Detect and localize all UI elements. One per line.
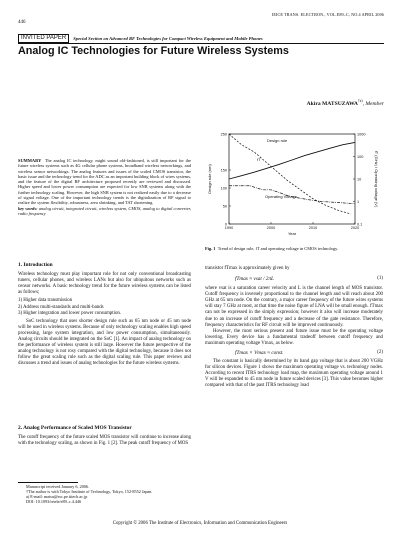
section-2-p1: The cutoff frequency of the future scaled MOS transistor will continue to increase along with the technology scaling, as shown in Fig. 1 [2]. The peak cutoff frequency of MOS: [18, 435, 191, 447]
equation-1: [205, 272, 383, 286]
right-p4: The constant is basically determined by its band gap voltage that is about 200 VGHz for silicon devices. Figure 1 shows the maximum operating voltage vs. technology nodes. According to recent ITRS technology load map, the maximum operating voltage around 1 V will be expanded to 45 nm node in future scaled devices [3]. This value becomes higher compared with that of the past ITRS technology load: [205, 359, 383, 389]
x-axis-label: Year: [287, 231, 297, 236]
y-right-tick-label: 0.1: [357, 222, 363, 227]
right-p2: where vsat is a saturation career velocity and L is the channel length of MOS transistor. Cutoff frequency is inversely proportional to the channel length and will reach about 200 GHz at 65 nm node. On the contrary, a major career frequency of the future wires systems will stay 7 GHz at most, at that time the noise figure of LNA will be small enough. fTmax can not be expressed in the simply expression; however it also will increase moderately due to an increase of cutoff frequency and a decrease of the gate resistance. Therefore, frequency characteristics for RF circuit will be improved continuously.: [205, 286, 383, 328]
list-item: 2) Address multi-standards and multi-bands: [18, 304, 104, 310]
y-left-tick-label: 50: [222, 204, 227, 209]
y-left-axis-label: Design rule (nm): [207, 164, 212, 194]
section-1: [18, 262, 191, 368]
summary-text: The analog IC technology, might sound old-fashioned, is still important for the future wireless systems such as 4G cellular phone systems, broadband wireless networkings, and wireless sensor networkings. The analog features and issues of the scaled CMOS transistor, the basic issue and the technology trend for the ADC as an important building block of wires systems, and the feature of the digital RF architecture proposed recently are reviewed and discussed. Higher speed and lower power consumption are expected for low SNR systems along with the further technology scaling. However, the high SNR system is not realized easily due to a decrease of signal voltage. One of the important technology trends is the digitalization of RF signal to realize the system flexibility, robustness, area shrinking, and TAT shortening.: [18, 158, 191, 206]
author-line: Akira MATSUZAWA$^{\dagger a)}$, Member: [306, 99, 384, 107]
section-1-p2: SoC technology that uses shorter design rule such as 65 nm node or 45 nm node will be used in wireless systems. Because of only technology scaling enables high speed processing, large system integration, and low power consumption, simultaneously. Analog circuits should be integrated on the SoC [1]. An impact of analog technology on the performance of wireless system is still large. However the future perspective of the analog technology is not rosy compared with the digital technology, because it does not follow the great scaling rule such as the digital scaling rule. This paper reviews and discusses a trend and issues of analog technologies for the future wireless systems.: [18, 318, 191, 367]
equation-1-body: fTmax ≈ vsat / 2πL: [235, 276, 274, 283]
y-right-tick-label: 1: [357, 199, 360, 204]
running-header: IEICE TRANS. ELECTRON., VOL.E89–C, NO.4 APRIL 2006: [271, 12, 384, 17]
category-rule: [18, 43, 384, 44]
footnote-email: a) E-mail: matsu@ssc.pe.titech.ac.jp: [26, 494, 88, 499]
annotation-ft: fT: [257, 157, 261, 162]
y-left-tick-label: 100: [220, 186, 227, 191]
category-label: INVITED PAPER: [18, 34, 69, 43]
annotation-operating-voltage: Operating Voltage: [265, 194, 298, 199]
footnote-manuscript: Manuscript received January 6, 2006.: [26, 484, 90, 489]
equation-2-number: (2): [377, 350, 383, 356]
equation-2-body: fTmax × Vmax ≈ const.: [235, 350, 284, 357]
summary-block: [18, 158, 191, 216]
x-tick-label: 1990: [224, 226, 234, 230]
section-2-heading: 2. Analog Performance of Scaled MOS Transistor: [18, 425, 132, 431]
summary-label: SUMMARY: [18, 158, 42, 163]
y-left-tick-label: 250: [220, 132, 227, 137]
plot-frame: [229, 134, 355, 224]
author-affil: †a): [357, 99, 363, 103]
ft-line: [229, 142, 355, 179]
equation-2: [205, 347, 383, 359]
right-p3: However, the most serious present and future issue must be the operating voltage lowering. Every device has a fundamental tradeoff between cutoff frequency and maximum operating voltage Vmax, as below.: [205, 328, 383, 346]
right-p1: transistor fTmax is approximately given by: [205, 266, 290, 271]
author-role: Member: [365, 100, 384, 107]
list-item: 1) Higher data transmission: [18, 298, 73, 304]
figure-caption-label: Fig. 1: [205, 246, 216, 251]
copyright-line: Copyright © 2006 The Institute of Electronics, Information and Communication Engineers: [112, 521, 288, 526]
page-number: 446: [18, 20, 26, 25]
y-right-tick-label: 10: [357, 177, 362, 182]
right-column-text: [205, 266, 383, 390]
y-right-axis-label: fT (GHz) / Operating voltage (V): [374, 150, 379, 208]
y-right-tick-label: 100: [357, 154, 364, 159]
footnotes: [18, 484, 191, 504]
footnote-rule: [18, 482, 78, 483]
keywords-text: analog circuit, integrated circuit, wireless system, CMOS, analog to digital converter, radio frequency: [18, 205, 191, 216]
section-1-heading: 1. Introduction: [18, 262, 53, 268]
figure-caption-text: Trend of design rule, fT and operating voltage in CMOS technology.: [217, 246, 339, 251]
y-left-tick-label: 150: [220, 168, 227, 173]
keywords-label: key words:: [18, 205, 38, 211]
x-tick-label: 2020: [350, 226, 360, 230]
equation-1-number: (1): [377, 276, 383, 282]
x-tick-label: 2000: [266, 226, 276, 230]
section-2: [18, 425, 191, 447]
annotation-design-rule: Design rule: [267, 138, 288, 143]
footnote-doi: DOI: 10.1093/ietele/e89–c.4.446: [26, 499, 82, 504]
y-left-tick-label: 0: [224, 222, 227, 227]
figure-1-chart: [205, 128, 383, 243]
author-name: Akira MATSUZAWA: [306, 100, 358, 107]
footnote-affiliation: †The author is with Tokyo Institute of Technology, Tokyo, 152-8552 Japan.: [26, 489, 153, 494]
x-tick-label: 2010: [308, 226, 318, 230]
section-1-p1: Wireless technology must play important role for not only conventional broadcasting tuners, cellular phones, and wireless LANs but also for ubiquitous networks such as censor networks. A basic technology trend for the future wireless systems can be listed as follows;: [18, 272, 191, 296]
list-item: 3) Higher integration and lower power consumption.: [18, 310, 122, 316]
paper-category: [18, 34, 384, 42]
paper-title: Analog IC Technologies for Future Wireless Systems: [18, 45, 289, 57]
figure-1: [205, 128, 383, 243]
category-text: Special Section on Advanced RF Technologies for Compact Wireless Equipment and Mobile Phones: [73, 35, 263, 41]
figure-1-caption: [205, 246, 383, 251]
y-right-tick-label: 1000: [357, 132, 366, 137]
